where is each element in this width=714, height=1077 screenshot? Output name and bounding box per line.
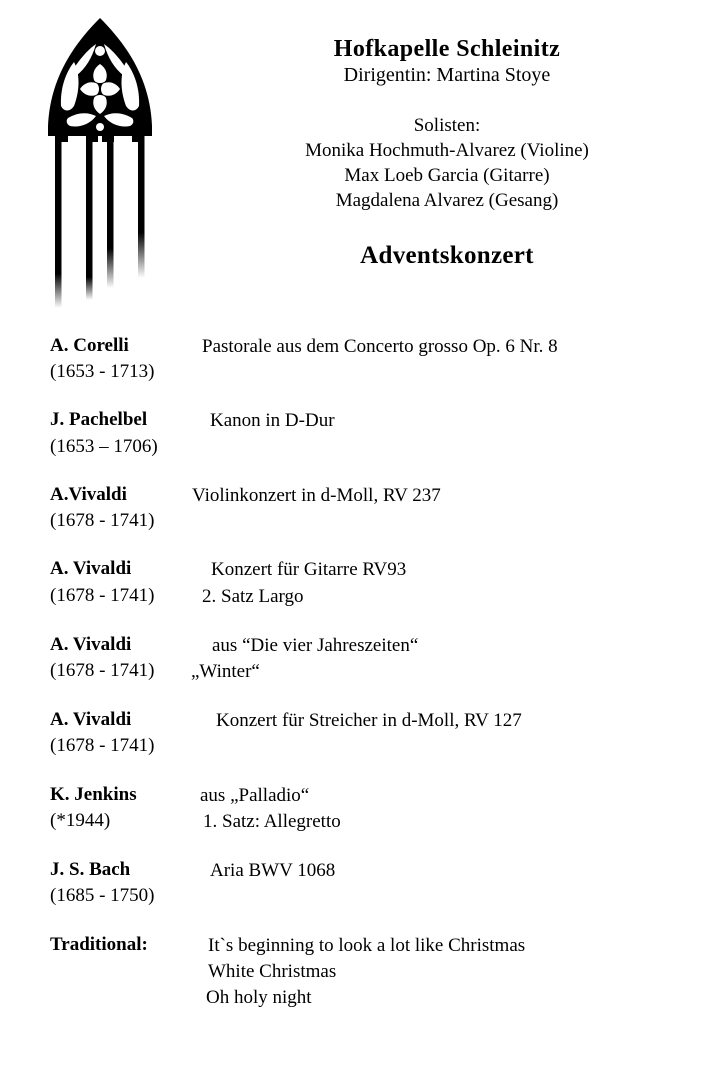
composer-dates: (1678 - 1741) xyxy=(50,735,155,757)
soloist-violin: Monika Hochmuth-Alvarez (Violine) xyxy=(305,139,589,161)
works-column xyxy=(202,556,714,609)
composer-dates: (1653 – 1706) xyxy=(50,435,158,457)
composer-column xyxy=(0,932,202,958)
program-entry-vivaldi-seasons xyxy=(0,632,714,685)
work-title: aus „Palladio“ xyxy=(200,784,310,806)
composer-dates: (1685 - 1750) xyxy=(50,885,155,907)
program-entry-traditional xyxy=(0,932,714,1012)
composer-column xyxy=(0,333,202,385)
work-title: Kanon in D-Dur xyxy=(210,410,335,432)
conductor-line: Dirigentin: Martina Stoye xyxy=(343,63,551,86)
composer-column xyxy=(0,556,202,608)
composer-name: Traditional: xyxy=(50,933,148,955)
work-movement: 1. Satz: Allegretto xyxy=(203,810,341,832)
work-title: White Christmas xyxy=(208,960,337,982)
works-column xyxy=(202,932,714,1012)
program-entry-vivaldi-violin xyxy=(0,482,714,534)
ensemble-title: Hofkapelle Schleinitz xyxy=(333,36,561,62)
composer-name: K. Jenkins xyxy=(50,783,137,805)
work-title: Itˋs beginning to look a lot like Christmas xyxy=(208,934,526,956)
works-column xyxy=(202,782,714,835)
program-list xyxy=(0,333,714,1011)
works-column xyxy=(202,857,714,884)
program-entry-jenkins xyxy=(0,782,714,835)
composer-dates: (*1944) xyxy=(50,809,111,831)
composer-dates: (1678 - 1741) xyxy=(50,510,155,532)
composer-name: A. Corelli xyxy=(50,335,129,356)
composer-dates: (1678 - 1741) xyxy=(50,584,155,606)
composer-column xyxy=(0,632,202,684)
program-entry-bach xyxy=(0,857,714,909)
soloists-block xyxy=(180,113,714,213)
program-entry-vivaldi-strings xyxy=(0,707,714,759)
gothic-window-icon xyxy=(30,14,170,312)
program-entry-vivaldi-guitar xyxy=(0,556,714,609)
works-column xyxy=(202,707,714,734)
program-header xyxy=(0,0,714,320)
work-movement: „Winter“ xyxy=(191,660,260,682)
composer-dates: (1653 - 1713) xyxy=(50,361,155,383)
soloist-voice: Magdalena Alvarez (Gesang) xyxy=(335,190,559,212)
works-column xyxy=(191,632,714,685)
work-title: Pastorale aus dem Concerto grosso Op. 6 Nr. 8 xyxy=(202,336,558,357)
work-title: Aria BWV 1068 xyxy=(210,860,336,882)
work-title: Konzert für Gitarre RV93 xyxy=(211,559,407,581)
program-entry-pachelbel xyxy=(0,407,714,459)
composer-name: A. Vivaldi xyxy=(50,709,132,731)
composer-name: A. Vivaldi xyxy=(50,633,132,655)
composer-name: J. Pachelbel xyxy=(50,409,148,431)
composer-name: A.Vivaldi xyxy=(50,483,127,505)
page-title: Adventskonzert xyxy=(360,242,534,270)
soloists-heading: Solisten: xyxy=(413,114,481,136)
work-title: Oh holy night xyxy=(206,986,312,1008)
composer-column xyxy=(0,782,202,834)
works-column xyxy=(192,482,714,509)
composer-column xyxy=(0,482,202,534)
composer-name: A. Vivaldi xyxy=(50,558,132,580)
work-movement: 2. Satz Largo xyxy=(202,585,304,607)
composer-column xyxy=(0,707,202,759)
works-column xyxy=(202,333,714,360)
work-title: Violinkonzert in d-Moll, RV 237 xyxy=(192,484,441,506)
composer-column xyxy=(0,857,202,909)
composer-name: J. S. Bach xyxy=(50,859,131,881)
work-title: aus “Die vier Jahreszeiten“ xyxy=(212,634,419,656)
composer-dates: (1678 - 1741) xyxy=(50,659,155,681)
soloist-guitar: Max Loeb Garcia (Gitarre) xyxy=(344,165,550,187)
header-text-block xyxy=(180,36,714,270)
work-title: Konzert für Streicher in d-Moll, RV 127 xyxy=(216,710,522,732)
composer-column xyxy=(0,407,202,459)
works-column xyxy=(202,407,714,434)
program-entry-corelli xyxy=(0,333,714,385)
